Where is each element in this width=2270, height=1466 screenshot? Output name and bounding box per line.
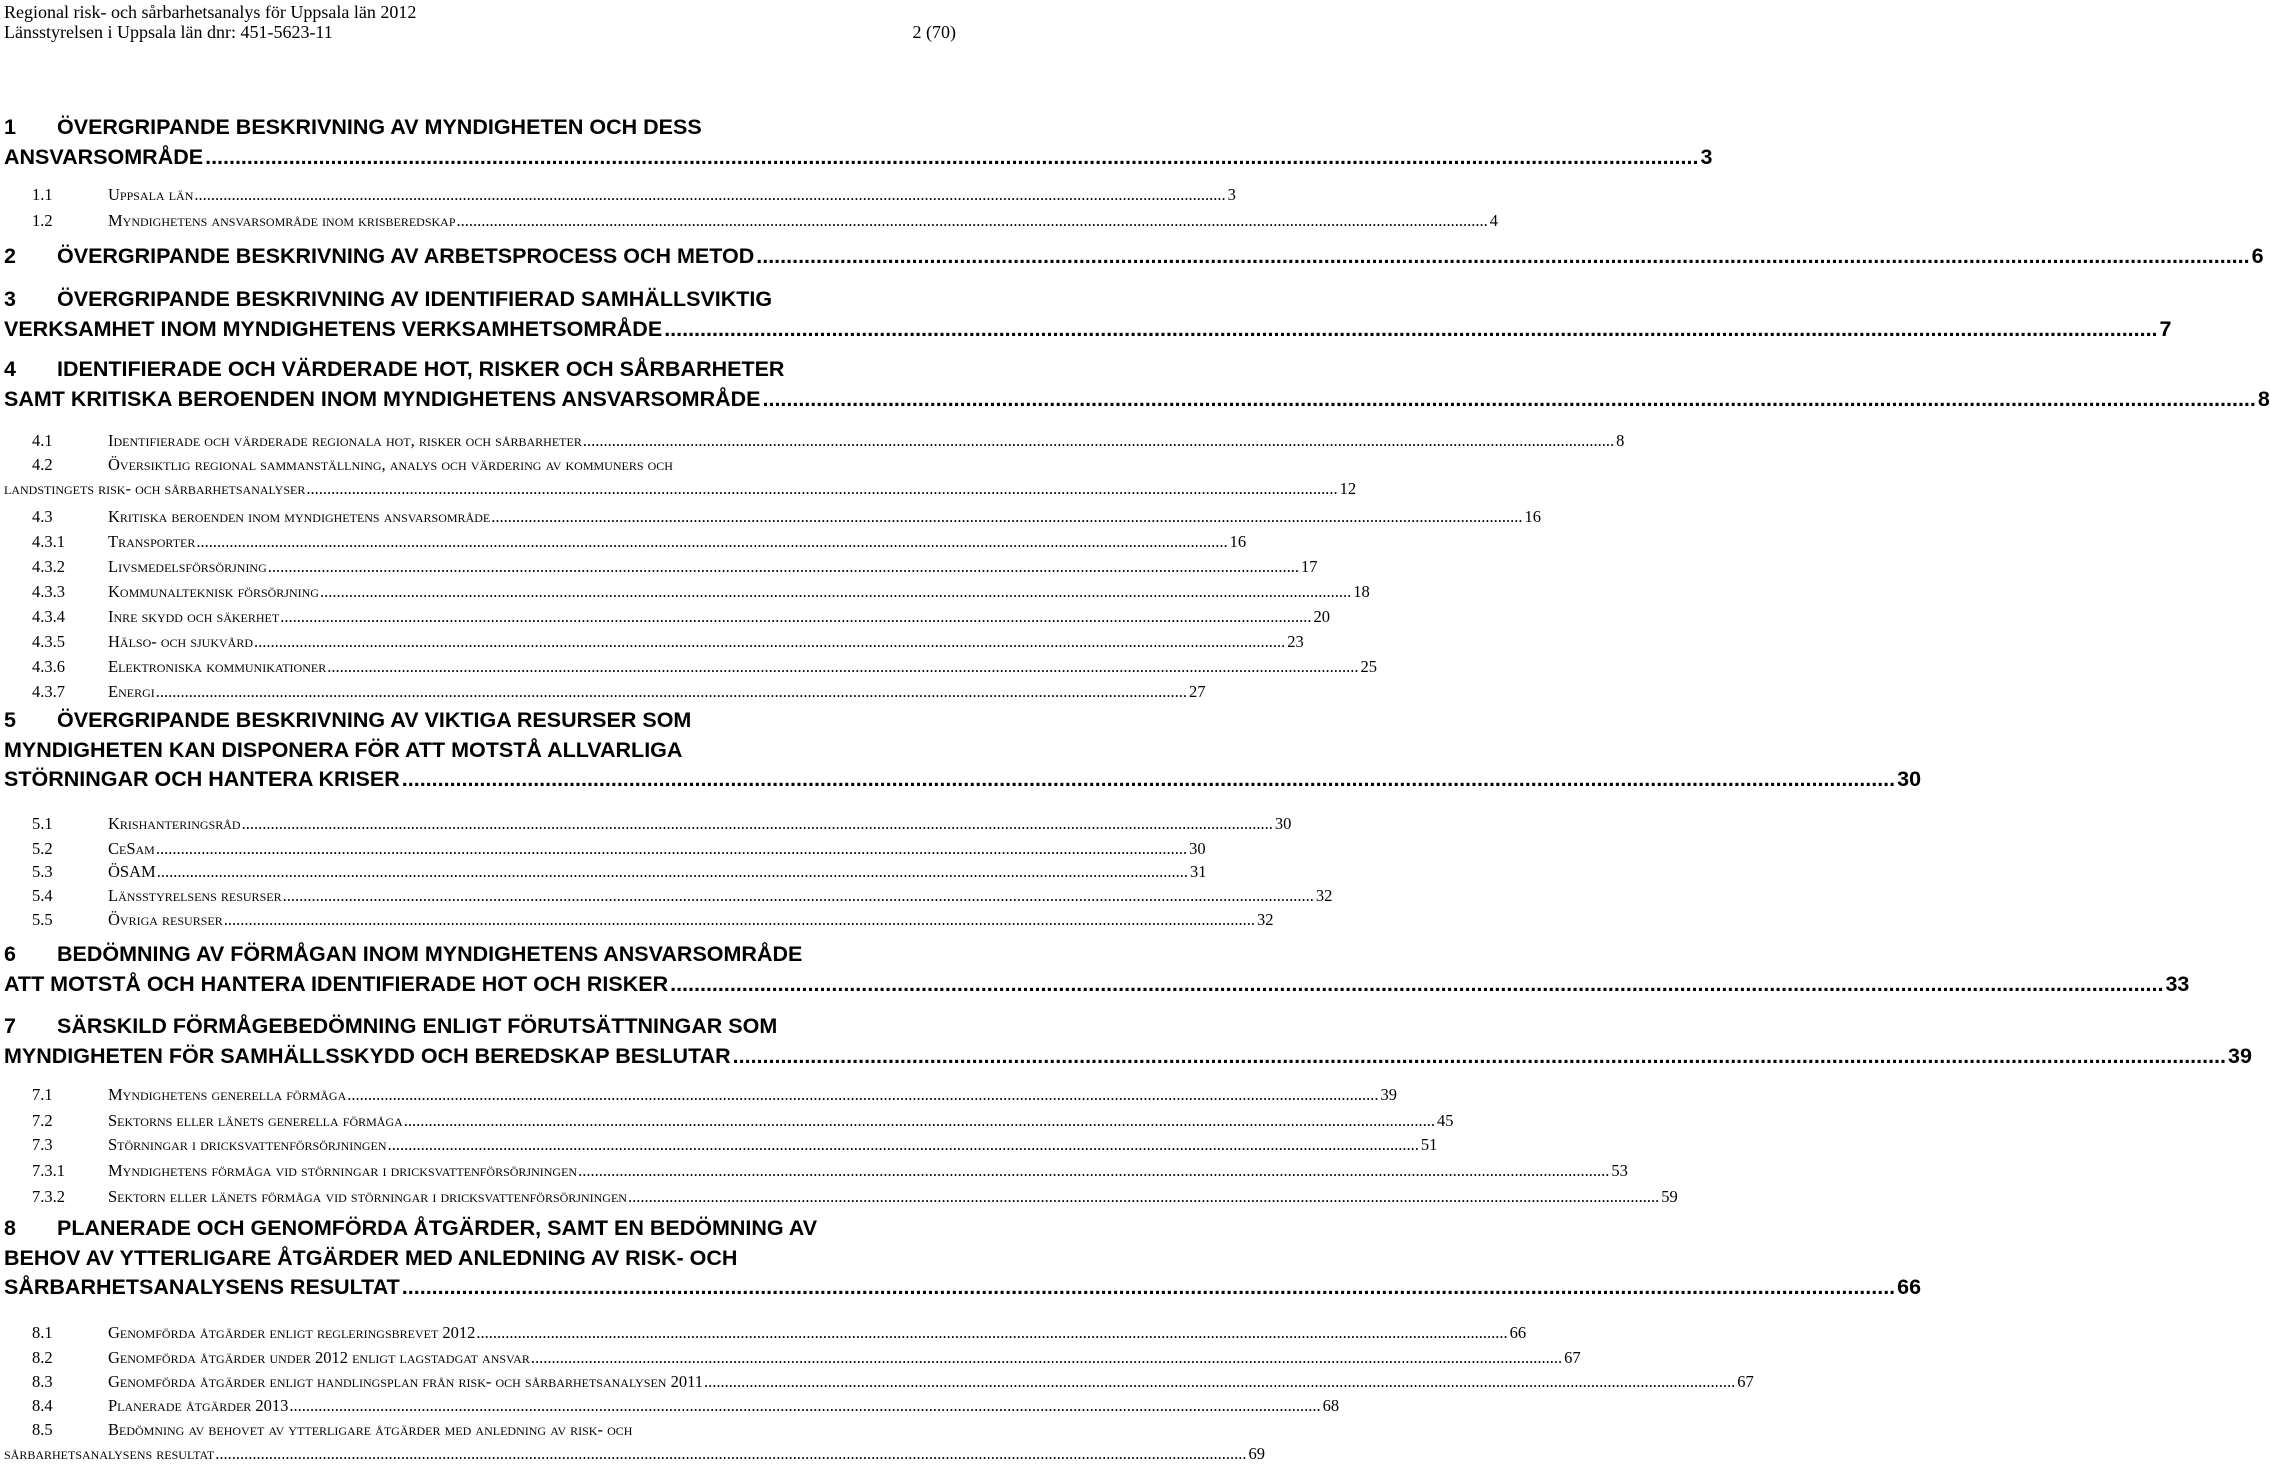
toc-entry-number: 4.3.6 bbox=[32, 657, 65, 676]
toc-entry[interactable] bbox=[4, 1214, 1922, 1303]
toc-page-number: 32 bbox=[1315, 886, 1333, 905]
toc-entry-title: ÖVERGRIPANDE BESKRIVNING AV IDENTIFIERAD SAMHÄLLSVIKTIG bbox=[57, 287, 773, 311]
toc-entry[interactable] bbox=[32, 530, 1247, 554]
toc-leader: .......................................................................................................................................................................................................................................................... bbox=[282, 886, 1314, 905]
toc-page-number: 30 bbox=[1897, 767, 1922, 791]
toc-entry-number: 5.1 bbox=[32, 814, 53, 833]
toc-leader: .......................................................................................................................................................................................................................................................... bbox=[627, 1187, 1660, 1206]
toc-entry-number: 5.2 bbox=[32, 839, 53, 858]
toc-entry-number: 4.3.2 bbox=[32, 557, 65, 576]
toc-entry[interactable] bbox=[32, 209, 1499, 233]
toc-page-number: 6 bbox=[2251, 244, 2264, 268]
toc-page-number: 3 bbox=[1227, 185, 1236, 204]
toc-page-number: 23 bbox=[1287, 632, 1304, 651]
toc-page-number: 20 bbox=[1313, 607, 1330, 626]
toc-leader: .......................................................................................................................................................................................................................................................... bbox=[401, 767, 1896, 791]
toc-leader: .......................................................................................................................................................................................................................................................... bbox=[319, 582, 1352, 601]
toc-entry-title: landstingets risk- och sårbarhetsanalyser bbox=[4, 479, 306, 498]
toc-entry[interactable] bbox=[4, 355, 2270, 414]
toc-entry[interactable] bbox=[4, 285, 2172, 344]
toc-entry-number: 4.3.1 bbox=[32, 532, 65, 551]
header-authority: Länsstyrelsen i Uppsala län dnr: 451-5623-11 bbox=[4, 22, 333, 42]
toc-leader: .......................................................................................................................................................................................................................................................... bbox=[155, 682, 1187, 701]
toc-page-number: 33 bbox=[2165, 971, 2190, 996]
toc-entry[interactable] bbox=[32, 812, 1292, 836]
header-title: Regional risk- och sårbarhetsanalys för Uppsala län 2012 bbox=[4, 2, 417, 22]
toc-entry[interactable] bbox=[32, 580, 1370, 604]
toc-page-number: 8 bbox=[1616, 431, 1625, 450]
toc-leader: .......................................................................................................................................................................................................................................................... bbox=[578, 1161, 1610, 1180]
toc-entry[interactable] bbox=[32, 1346, 1581, 1370]
toc-entry-number: 7.3.2 bbox=[32, 1187, 65, 1206]
toc-entry[interactable] bbox=[4, 1012, 2252, 1071]
toc-leader: .......................................................................................................................................................................................................................................................... bbox=[215, 1444, 1247, 1463]
toc-page-number: 39 bbox=[1380, 1085, 1397, 1104]
toc-leader: .......................................................................................................................................................................................................................................................... bbox=[530, 1348, 1563, 1367]
toc-entry-number: 8.5 bbox=[32, 1420, 53, 1439]
toc-entry-number: 7.2 bbox=[32, 1111, 53, 1130]
toc-leader: .......................................................................................................................................................................................................................................................... bbox=[491, 507, 1523, 526]
toc-entry-number: 4.3 bbox=[32, 507, 53, 526]
toc-entry-number: 5.5 bbox=[32, 910, 53, 929]
toc-leader: .......................................................................................................................................................................................................................................................... bbox=[387, 1135, 1419, 1154]
toc-entry-title: ÖVERGRIPANDE BESKRIVNING AV MYNDIGHETEN OCH DESS bbox=[57, 115, 702, 139]
toc-entry[interactable] bbox=[4, 113, 1713, 172]
toc-entry-title: Övriga resurser bbox=[108, 910, 223, 929]
toc-entry[interactable] bbox=[32, 908, 1274, 932]
toc-page-number: 16 bbox=[1524, 507, 1541, 526]
toc-entry-title: Hälso- och sjukvård bbox=[108, 632, 254, 651]
toc-entry[interactable] bbox=[32, 837, 1206, 861]
toc-leader: .......................................................................................................................................................................................................................................................... bbox=[703, 1372, 1736, 1391]
toc-entry-title: SÅRBARHETSANALYSENS RESULTAT bbox=[4, 1275, 400, 1299]
toc-page-number: 66 bbox=[1897, 1275, 1922, 1299]
toc-leader: .......................................................................................................................................................................................................................................................... bbox=[267, 557, 1300, 576]
toc-page-number: 68 bbox=[1322, 1396, 1340, 1415]
toc-entry[interactable] bbox=[32, 680, 1206, 704]
toc-page-number: 8 bbox=[2257, 386, 2270, 411]
toc-entry-number: 4.3.3 bbox=[32, 582, 65, 601]
toc-entry-title: Länsstyrelsens resurser bbox=[108, 886, 282, 905]
toc-entry[interactable] bbox=[32, 1394, 1340, 1418]
toc-entry-number: 5.3 bbox=[32, 862, 53, 881]
toc-leader: .......................................................................................................................................................................................................................................................... bbox=[327, 657, 1359, 676]
toc-entry[interactable] bbox=[4, 706, 1922, 795]
toc-entry-number: 4.1 bbox=[32, 431, 53, 450]
toc-entry-number: 7.3 bbox=[32, 1135, 53, 1154]
toc-entry-title: Störningar i dricksvattenförsörjningen bbox=[108, 1135, 387, 1154]
toc-leader: .......................................................................................................................................................................................................................................................... bbox=[156, 862, 1188, 881]
toc-entry-number: 5 bbox=[4, 708, 16, 732]
toc-entry-title: Myndighetens generella förmåga bbox=[108, 1085, 347, 1104]
toc-entry-title: ÖSAM bbox=[108, 862, 156, 881]
toc-leader: .......................................................................................................................................................................................................................................................... bbox=[347, 1085, 1379, 1104]
toc-entry-title: sårbarhetsanalysens resultat bbox=[4, 1444, 215, 1463]
toc-page-number: 53 bbox=[1611, 1161, 1628, 1180]
toc-leader: .......................................................................................................................................................................................................................................................... bbox=[280, 607, 1312, 626]
toc-page-number: 4 bbox=[1489, 211, 1499, 230]
toc-leader: .......................................................................................................................................................................................................................................................... bbox=[403, 1111, 1436, 1130]
toc-entry-title: Sektorns eller länets generella förmåga bbox=[108, 1111, 403, 1130]
toc-entry-title: VERKSAMHET INOM MYNDIGHETENS VERKSAMHETSOMRÅDE bbox=[4, 316, 663, 341]
toc-entry-number: 8.3 bbox=[32, 1372, 53, 1391]
toc-entry-title: BEDÖMNING AV FÖRMÅGAN INOM MYNDIGHETENS ANSVARSOMRÅDE bbox=[57, 942, 803, 966]
toc-entry-title: Bedömning av behovet av ytterligare åtgärder med anledning av risk- och bbox=[108, 1420, 633, 1439]
toc-page-number: 45 bbox=[1437, 1111, 1454, 1130]
toc-entry[interactable] bbox=[32, 605, 1330, 629]
toc-entry-number: 1.1 bbox=[32, 185, 53, 204]
toc-leader: .......................................................................................................................................................................................................................................................... bbox=[254, 632, 1286, 651]
toc-entry[interactable] bbox=[32, 1159, 1628, 1183]
toc-leader: .......................................................................................................................................................................................................................................................... bbox=[582, 431, 1615, 450]
toc-entry-title: Krishanteringsråd bbox=[108, 814, 241, 833]
toc-entry[interactable] bbox=[32, 1185, 1678, 1209]
toc-leader: .......................................................................................................................................................................................................................................................... bbox=[476, 1323, 1508, 1342]
toc-leader: .......................................................................................................................................................................................................................................................... bbox=[155, 839, 1188, 858]
toc-entry-title: IDENTIFIERADE OCH VÄRDERADE HOT, RISKER OCH SÅRBARHETER bbox=[57, 357, 785, 381]
toc-entry[interactable] bbox=[32, 884, 1333, 908]
toc-entry-title: Myndighetens ansvarsområde inom krisberedskap bbox=[108, 211, 456, 230]
toc-leader: .......................................................................................................................................................................................................................................................... bbox=[306, 479, 1338, 498]
toc-entry-number: 8.1 bbox=[32, 1323, 53, 1342]
toc-entry[interactable] bbox=[32, 1083, 1397, 1107]
toc-entry[interactable] bbox=[32, 655, 1377, 679]
toc-entry-title: SÄRSKILD FÖRMÅGEBEDÖMNING ENLIGT FÖRUTSÄTTNINGAR SOM bbox=[57, 1014, 778, 1038]
toc-leader: .......................................................................................................................................................................................................................................................... bbox=[762, 386, 2256, 411]
toc-entry[interactable] bbox=[32, 1321, 1527, 1345]
toc-leader: .......................................................................................................................................................................................................................................................... bbox=[196, 532, 1228, 551]
toc-page-number: 39 bbox=[2228, 1043, 2252, 1068]
header-page-number: 2 (70) bbox=[912, 22, 956, 42]
toc-entry[interactable] bbox=[32, 1370, 1754, 1394]
toc-entry-number: 7.3.1 bbox=[32, 1161, 65, 1180]
toc-page-number: 67 bbox=[1737, 1372, 1754, 1391]
toc-entry-number: 4.3.7 bbox=[32, 682, 65, 701]
toc-entry[interactable] bbox=[32, 555, 1318, 579]
toc-entry-number: 4.3.4 bbox=[32, 607, 65, 626]
toc-entry-title: PLANERADE OCH GENOMFÖRDA ÅTGÄRDER, SAMT EN BEDÖMNING AV bbox=[57, 1216, 818, 1240]
toc-entry-title: MYNDIGHETEN FÖR SAMHÄLLSSKYDD OCH BEREDSKAP BESLUTAR bbox=[4, 1043, 731, 1068]
toc-page-number: 32 bbox=[1256, 910, 1274, 929]
toc-page-number: 18 bbox=[1353, 582, 1370, 601]
toc-entry-title: BEHOV AV YTTERLIGARE ÅTGÄRDER MED ANLEDNING AV RISK- OCH bbox=[4, 1245, 738, 1270]
toc-entry[interactable] bbox=[32, 183, 1236, 207]
toc-page-number: 59 bbox=[1661, 1187, 1678, 1206]
toc-entry[interactable] bbox=[32, 1133, 1438, 1157]
toc-entry-number: 6 bbox=[4, 942, 16, 966]
toc-leader: .......................................................................................................................................................................................................................................................... bbox=[670, 971, 2164, 996]
toc-entry-title: ATT MOTSTÅ OCH HANTERA IDENTIFIERADE HOT OCH RISKER bbox=[4, 971, 669, 996]
toc-entry-number: 7 bbox=[4, 1014, 16, 1038]
toc-entry-title: Översiktlig regional sammanställning, analys och värdering av kommuners och bbox=[108, 455, 673, 474]
toc-entry-title: Genomförda åtgärder enligt regleringsbrevet 2012 bbox=[108, 1323, 476, 1342]
toc-entry-title: SAMT KRITISKA BEROENDEN INOM MYNDIGHETENS ANSVARSOMRÅDE bbox=[4, 386, 761, 411]
toc-entry-title: Transporter bbox=[108, 532, 196, 551]
toc-entry-title: Sektorn eller länets förmåga vid störningar i dricksvattenförsörjningen bbox=[108, 1187, 627, 1206]
toc-entry-number: 2 bbox=[4, 244, 16, 268]
toc-entry-title: Identifierade och värderade regionala hot, risker och sårbarheter bbox=[108, 431, 582, 450]
toc-leader: .......................................................................................................................................................................................................................................................... bbox=[241, 814, 1273, 833]
toc-page-number: 16 bbox=[1229, 532, 1247, 551]
toc-page-number: 25 bbox=[1360, 657, 1377, 676]
toc-leader: .......................................................................................................................................................................................................................................................... bbox=[756, 244, 2250, 268]
toc-entry-title: CeSam bbox=[108, 839, 155, 858]
toc-entry[interactable] bbox=[4, 242, 2264, 272]
toc-entry[interactable] bbox=[32, 860, 1207, 884]
toc-page-number: 12 bbox=[1339, 479, 1357, 498]
toc-entry-number: 1.2 bbox=[32, 211, 53, 230]
toc-entry-title: Elektroniska kommunikationer bbox=[108, 657, 327, 676]
toc-page-number: 17 bbox=[1301, 557, 1318, 576]
toc-page-number: 3 bbox=[1700, 144, 1713, 169]
toc-entry[interactable] bbox=[4, 453, 1357, 501]
toc-entry[interactable] bbox=[32, 505, 1541, 529]
toc-entry-number: 4.3.5 bbox=[32, 632, 65, 651]
toc-entry-title: ÖVERGRIPANDE BESKRIVNING AV VIKTIGA RESURSER SOM bbox=[57, 708, 692, 732]
toc-entry-number: 3 bbox=[4, 287, 16, 311]
toc-entry-title: ANSVARSOMRÅDE bbox=[4, 144, 204, 169]
toc-entry-number: 8.4 bbox=[32, 1396, 53, 1415]
toc-leader: .......................................................................................................................................................................................................................................................... bbox=[223, 910, 1255, 929]
toc-entry-number: 8 bbox=[4, 1216, 16, 1240]
toc-entry-title: Kommunalteknisk försörjning bbox=[108, 582, 319, 601]
toc-entry-title: Myndighetens förmåga vid störningar i dricksvattenförsörjningen bbox=[108, 1161, 578, 1180]
toc-entry-number: 4 bbox=[4, 357, 16, 381]
toc-page-number: 7 bbox=[2159, 316, 2172, 341]
toc-leader: .......................................................................................................................................................................................................................................................... bbox=[456, 211, 1488, 230]
toc-page-number: 30 bbox=[1189, 839, 1206, 858]
toc-entry-title: Energi bbox=[108, 682, 155, 701]
toc-leader: .......................................................................................................................................................................................................................................................... bbox=[664, 316, 2158, 341]
toc-page-number: 31 bbox=[1189, 862, 1207, 881]
toc-page-number: 69 bbox=[1248, 1444, 1265, 1463]
toc-entry-title: Genomförda åtgärder under 2012 enligt lagstadgat ansvar bbox=[108, 1348, 530, 1367]
toc-entry[interactable] bbox=[32, 630, 1304, 654]
toc-leader: .......................................................................................................................................................................................................................................................... bbox=[194, 185, 1226, 204]
toc-entry-title: MYNDIGHETEN KAN DISPONERA FÖR ATT MOTSTÅ ALLVARLIGA bbox=[4, 737, 683, 762]
toc-leader: .......................................................................................................................................................................................................................................................... bbox=[205, 144, 1699, 169]
toc-page-number: 51 bbox=[1420, 1135, 1438, 1154]
toc-entry[interactable] bbox=[32, 429, 1625, 453]
toc-entry-title: STÖRNINGAR OCH HANTERA KRISER bbox=[4, 767, 400, 791]
toc-page-number: 67 bbox=[1564, 1348, 1581, 1367]
toc-entry-title: ÖVERGRIPANDE BESKRIVNING AV ARBETSPROCESS OCH METOD bbox=[57, 244, 755, 268]
toc-entry-number: 5.4 bbox=[32, 886, 53, 905]
toc-entry-title: Planerade åtgärder 2013 bbox=[108, 1396, 289, 1415]
toc-entry[interactable] bbox=[32, 1109, 1454, 1133]
toc-entry[interactable] bbox=[4, 1418, 1265, 1466]
toc-entry-number: 1 bbox=[4, 115, 16, 139]
toc-entry-number: 4.2 bbox=[32, 455, 53, 474]
toc-leader: .......................................................................................................................................................................................................................................................... bbox=[401, 1275, 1896, 1299]
toc-entry-title: Uppsala län bbox=[108, 185, 194, 204]
toc-entry-title: Kritiska beroenden inom myndighetens ansvarsområde bbox=[108, 507, 491, 526]
toc-entry-title: Inre skydd och säkerhet bbox=[108, 607, 280, 626]
toc-entry[interactable] bbox=[4, 940, 2190, 999]
toc-leader: .......................................................................................................................................................................................................................................................... bbox=[289, 1396, 1321, 1415]
toc-entry-title: Genomförda åtgärder enligt handlingsplan från risk- och sårbarhetsanalysen 2011 bbox=[108, 1372, 703, 1391]
toc-entry-title: Livsmedelsförsörjning bbox=[108, 557, 267, 576]
header-subtitle bbox=[4, 22, 956, 42]
toc-page-number: 27 bbox=[1189, 682, 1206, 701]
toc-page-number: 30 bbox=[1274, 814, 1292, 833]
toc-page-number: 66 bbox=[1509, 1323, 1527, 1342]
toc-entry-number: 8.2 bbox=[32, 1348, 53, 1367]
toc-entry-number: 7.1 bbox=[32, 1085, 53, 1104]
toc-leader: .......................................................................................................................................................................................................................................................... bbox=[732, 1043, 2227, 1068]
